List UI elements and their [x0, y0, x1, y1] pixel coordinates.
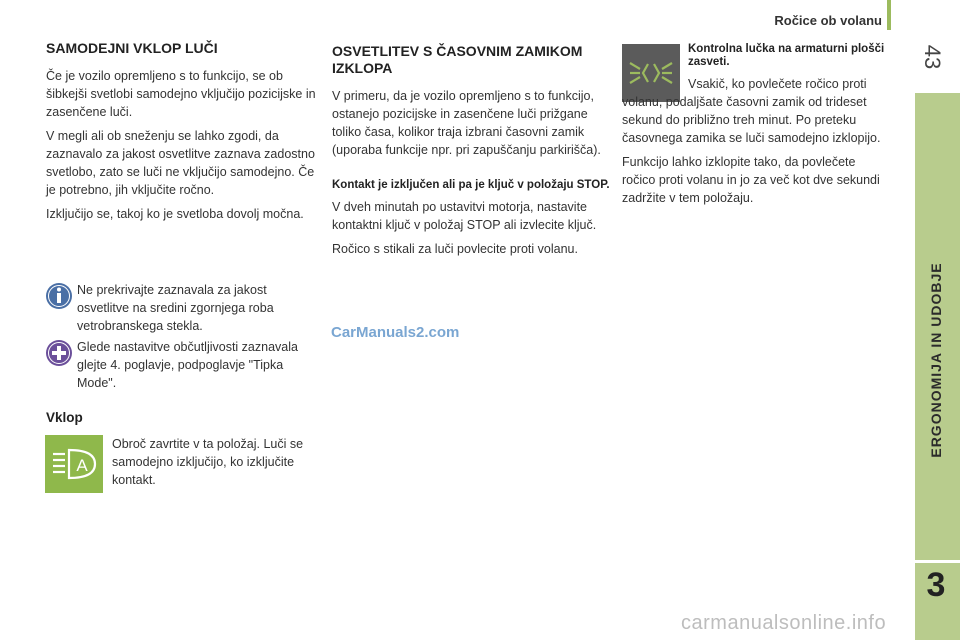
subheading-ignition-off: Kontakt je izključen ali pa je ključ v položaju STOP.: [332, 179, 610, 191]
column-auto-lights: [46, 40, 326, 229]
info-note: [77, 281, 322, 341]
column-indicator: [622, 43, 890, 213]
column-delayed-lights: [332, 43, 612, 264]
watermark-carmanualsonline: carmanualsonline.info: [681, 612, 887, 634]
watermark-carmanuals2: CarManuals2.com: [331, 324, 460, 341]
paragraph: V dveh minutah po ustavitvi motorja, nastavite kontaktni ključ v položaj STOP ali izvlecite ključ.: [332, 200, 597, 232]
svg-text:A: A: [76, 456, 88, 475]
section-heading-delayed-lights: OSVETLITEV S ČASOVNIM ZAMIKOM IZKLOPA: [332, 43, 583, 76]
header-accent-line: [887, 0, 891, 30]
header-title: Ročice ob volanu: [774, 13, 882, 28]
chapter-band-divider: [912, 93, 915, 640]
paragraph: V megli ali ob sneženju se lahko zgodi, da zaznavalo za jakost osvetlitve zaznava zadostno svetlobo, zato se luči ne vključijo samodejno. Če je potrebno, jih vključite ročno.: [46, 129, 315, 197]
page-number: 43: [920, 44, 945, 70]
info-icon: [45, 282, 73, 310]
plus-icon: [45, 339, 73, 367]
vklop-heading: Vklop: [46, 410, 83, 425]
vklop-text: Obroč zavrtite v ta položaj. Luči se samodejno izključijo, ko izključite kontakt.: [112, 437, 304, 487]
plus-note: [77, 338, 322, 398]
paragraph: Če je vozilo opremljeno s to funkcijo, se ob šibkejši svetlobi samodejno vključijo pozicijske in zasenčene luči.: [46, 69, 316, 119]
section-heading-auto-lights: SAMODEJNI VKLOP LUČI: [46, 40, 218, 56]
paragraph: Izključijo se, takoj ko je svetloba dovolj močna.: [46, 207, 304, 221]
plus-note-text: Glede nastavitve občutljivosti zaznavala glejte 4. poglavje, podpoglavje "Tipka Mode".: [77, 340, 298, 390]
paragraph: Vsakič, ko povlečete ročico proti volanu, podaljšate časovni zamik od trideset sekund do približno treh minut. Po preteku časovnega zamika se luči samodejno izklopijo.: [622, 77, 881, 145]
subheading-indicator: Kontrolna lučka na armaturni plošči zasveti.: [688, 43, 885, 68]
chapter-label-text: ERGONOMIJA IN UDOBJE: [928, 262, 944, 458]
info-note-text: Ne prekrivajte zaznavala za jakost osvetlitve na sredini zgornjega roba vetrobranskega stekla.: [77, 283, 274, 333]
auto-headlamp-icon: [45, 435, 103, 493]
chapter-number: 3: [926, 566, 946, 604]
paragraph: Funkcijo lahko izklopite tako, da povlečete ročico proti volanu in jo za več kot dve sekundi zadržite v tem položaju.: [622, 155, 880, 205]
paragraph: Ročico s stikali za luči povlecite proti volanu.: [332, 242, 578, 256]
paragraph: V primeru, da je vozilo opremljeno s to funkcijo, ostanejo pozicijske in zasenčene luči prižgane toliko časa, kolikor traja izbrani časovni zamik (uporaba funkcije npr. pri zapuščanju parkirišča).: [332, 89, 601, 157]
chapter-separator: [915, 560, 960, 563]
